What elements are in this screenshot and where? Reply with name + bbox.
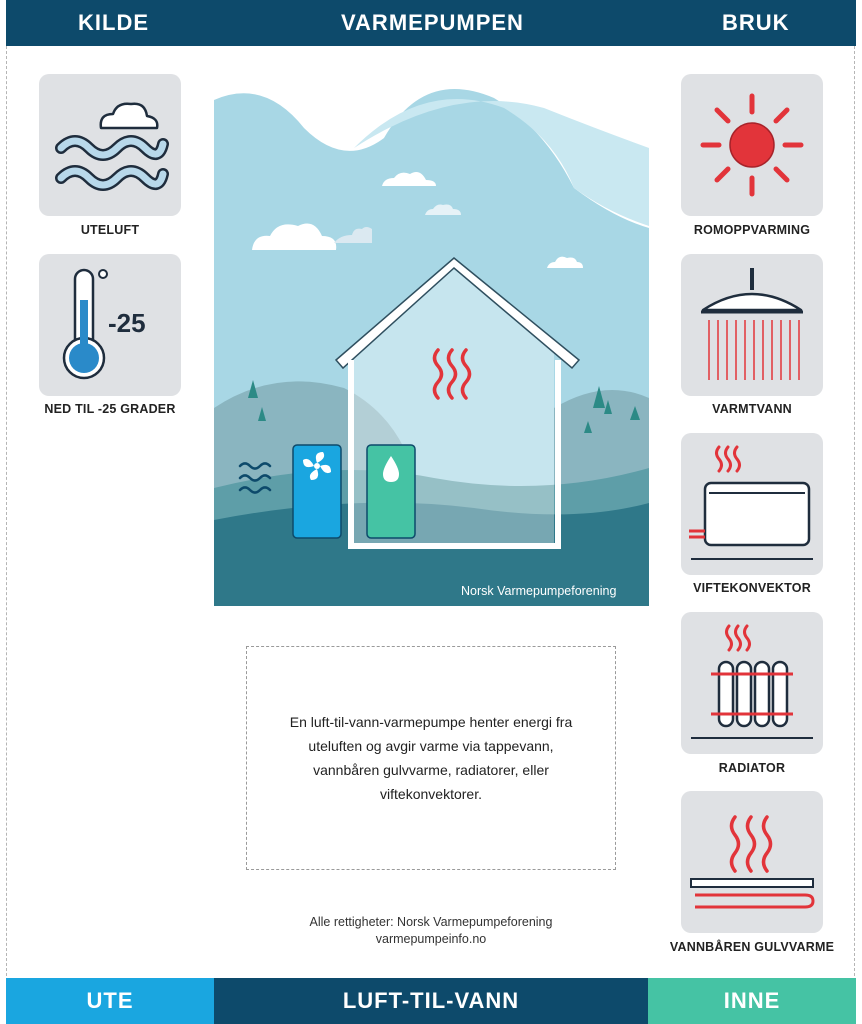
hot-water-tile bbox=[681, 254, 823, 396]
scene-credit: Norsk Varmepumpeforening bbox=[461, 584, 617, 598]
shower-icon bbox=[681, 254, 823, 396]
header-bruk: BRUK bbox=[722, 10, 790, 35]
header-bar bbox=[6, 0, 856, 46]
header-varmepumpen: VARMEPUMPEN bbox=[341, 10, 524, 35]
house-scene-illustration bbox=[214, 88, 649, 606]
footer-luft-til-vann: LUFT-TIL-VANN bbox=[214, 978, 648, 1024]
source-label-uteluft: UTELUFT bbox=[80, 223, 140, 237]
floor-heating-tile bbox=[681, 791, 823, 933]
use-label-varmtvann: VARMTVANN bbox=[712, 402, 792, 416]
outdoor-air-icon bbox=[39, 74, 181, 216]
room-heating-tile bbox=[681, 74, 823, 216]
fan-convector-tile bbox=[681, 433, 823, 575]
radiator-icon bbox=[681, 612, 823, 754]
source-label-temperature: NED TIL -25 GRADER bbox=[44, 402, 176, 416]
fan-convector-icon bbox=[681, 433, 823, 575]
rights-text bbox=[246, 914, 616, 948]
use-label-radiator: RADIATOR bbox=[718, 761, 786, 775]
temperature-value: -25 bbox=[108, 308, 146, 338]
use-label-gulvvarme: VANNBÅREN GULVVARME bbox=[669, 940, 835, 954]
footer-ute: UTE bbox=[6, 978, 214, 1024]
use-label-viftekonvektor: VIFTEKONVEKTOR bbox=[693, 581, 811, 595]
rights-line-1: Alle rettigheter: Norsk Varmepumpeforening bbox=[309, 915, 553, 929]
floor-heating-icon bbox=[681, 791, 823, 933]
outdoor-air-tile bbox=[39, 74, 181, 216]
footer-inne: INNE bbox=[648, 978, 856, 1024]
use-label-romoppvarming: ROMOPPVARMING bbox=[693, 223, 811, 237]
description-box bbox=[246, 646, 616, 870]
header-kilde: KILDE bbox=[78, 10, 149, 35]
radiator-tile bbox=[681, 612, 823, 754]
sun-icon bbox=[681, 74, 823, 216]
rights-line-2: varmepumpeinfo.no bbox=[375, 932, 487, 946]
description-text: En luft-til-vann-varmepumpe henter energi fra uteluften og avgir varme via tappevann, vannbåren gulvvarme, radiatorer, eller viftekonvektorer. bbox=[289, 714, 573, 802]
thermometer-tile bbox=[39, 254, 181, 396]
